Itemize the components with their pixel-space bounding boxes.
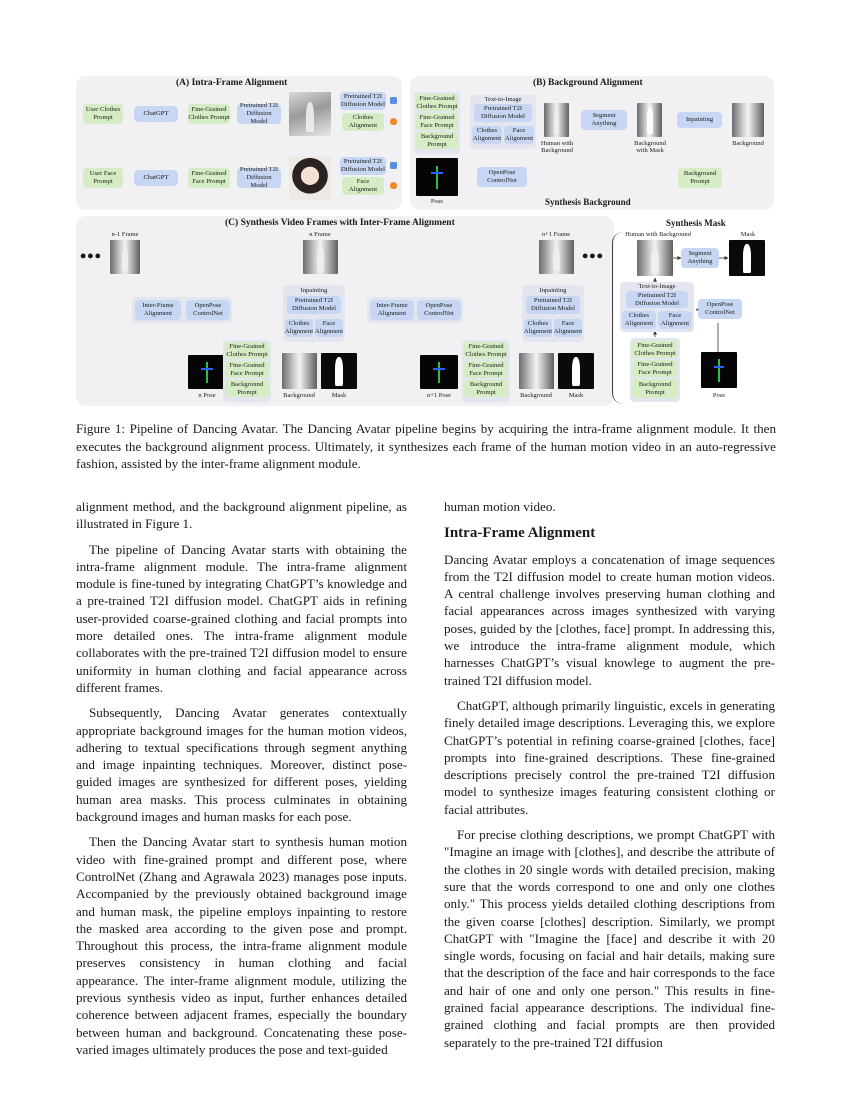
background-with-mask-label: Background with Mask	[634, 140, 666, 155]
fire-icon	[390, 118, 397, 125]
clothes-alignment-box-2: Clothes Alignment	[523, 320, 553, 335]
mask-image-2	[558, 353, 594, 389]
section-heading: Intra-Frame Alignment	[444, 525, 596, 542]
background-label: Background	[732, 140, 764, 147]
pose-label-2: Pose	[712, 392, 726, 399]
text-to-image-label: Text-to-Image	[484, 96, 522, 103]
n-minus-1-frame-label: n-1 Frame	[111, 231, 139, 238]
background-label-2: Background	[520, 392, 552, 399]
inpainting-box: Inpainting	[677, 112, 722, 128]
synthesis-background-label: Synthesis Background	[545, 197, 631, 207]
left-paragraph-0: alignment method, and the background alignment pipeline, as illustrated in Figure 1.	[76, 499, 407, 532]
right-paragraph-3: For precise clothing descriptions, we prompt ChatGPT with "Imagine an image with [clothes], and describe the attribute of the clothes in 20 single words with detailed precision, making sure that the words correspond to one and only one clothes only." This process yields detailed clothing descriptions from the given coarse [clothes] description. Similarly, we prompt ChatGPT with "Imagine the [face] and describe it with 20 single words, focusing on facial and hair details, making sure that the description of the face and hair corresponds to the face and hair of one and only one person." This results in fine-grained facial appearance descriptions. The individual fine-grained clothing and facial prompts are then provided separately to the pre-trained T2I diffusion	[444, 827, 775, 1050]
fine-face-prompt-box: Fine-Grained Face Prompt	[225, 361, 269, 378]
background-prompt-box: Background Prompt	[416, 132, 458, 149]
left-paragraph-1: The pipeline of Dancing Avatar starts with obtaining the intra-frame alignment module. The intra-frame alignment module is fine-tuned by integrating ChatGPT’s knowledge and a pre-trained T2I diffusion model. ChatGPT aids in refining user-provided coarse-grained clothing and facial prompts into more detailed ones. The intra-frame alignment module collaborates with the pre-trained T2I diffusion model to ensure uniformity in human clothing and facial appearance across different frames.	[76, 541, 407, 695]
background-prompt-box: Background Prompt	[225, 380, 269, 397]
pose-label: Pose	[430, 198, 444, 205]
face-alignment-box-3: Face Alignment	[658, 311, 692, 329]
background-image	[282, 353, 317, 389]
snowflake-icon	[390, 162, 397, 169]
pretrained-t2i-box: Pretrained T2I Diffusion Model	[237, 104, 281, 124]
openpose-controlnet-box: OpenPose ControlNet	[186, 300, 230, 320]
background-label: Background	[283, 392, 315, 399]
n-pose-image	[188, 355, 226, 389]
clothes-alignment-box: Clothes Alignment	[472, 127, 502, 142]
segment-anything-box: Segment Anything	[581, 110, 627, 130]
background-prompt-box-2: Background Prompt	[678, 168, 722, 188]
openpose-controlnet-box: OpenPose ControlNet	[477, 167, 527, 187]
fine-clothes-prompt-box-2: Fine-Grained Clothes Prompt	[465, 342, 507, 358]
face-alignment-box: Face Alignment	[504, 127, 534, 142]
pretrained-t2i-box: Pretrained T2I Diffusion Model	[474, 104, 532, 122]
fine-clothes-prompt-box: Fine-Grained Clothes Prompt	[188, 104, 230, 124]
mask-label: Mask	[331, 392, 347, 399]
human-with-background-image	[544, 103, 569, 137]
clothes-alignment-box-3: Clothes Alignment	[622, 311, 656, 329]
clothes-alignment-box: Clothes Alignment	[284, 320, 314, 335]
n-frame-image	[303, 240, 338, 274]
n-plus-1-pose-image	[420, 355, 458, 389]
clothes-samples-image	[289, 92, 331, 136]
face-alignment-box: Face Alignment	[342, 177, 384, 195]
face-alignment-box-2: Face Alignment	[553, 320, 583, 335]
n-minus-1-frame-image	[110, 240, 140, 274]
mask-label-2: Mask	[568, 392, 584, 399]
inpainting-label: Inpainting	[300, 287, 328, 294]
right-paragraph-1: Dancing Avatar employs a concatenation of image sequences from the T2I diffusion model to create human motion videos. A central challenge involves preserving human clothing and facial appearances across images synthesized with varying poses, guided by the [clothes, face] prompt. In addressing this, we introduce the intra-frame alignment module, which harnesses ChatGPT’s visual knowlege to augment the pre-trained T2I diffusion model.	[444, 551, 775, 688]
pipeline-figure	[0, 0, 850, 410]
background-image-2	[519, 353, 554, 389]
n-plus-1-pose-label: n+1 Pose	[426, 392, 452, 399]
background-prompt-box-3: Background Prompt	[632, 379, 678, 398]
clothes-alignment-box: Clothes Alignment	[342, 113, 384, 131]
chatgpt-box-2: ChatGPT	[134, 170, 178, 186]
human-with-background-image	[637, 240, 673, 276]
fine-face-prompt-box-2: Fine-Grained Face Prompt	[464, 361, 508, 378]
fine-face-prompt-box: Fine-Grained Face Prompt	[188, 168, 230, 188]
chatgpt-box: ChatGPT	[134, 106, 178, 122]
human-with-background-label: Human with Background	[625, 231, 691, 238]
left-paragraph-3: Then the Dancing Avatar start to synthesis human motion video with fine-grained prompt and different pose, where ControlNet (Zhang and Agrawala 2023) manages pose inputs. Accompanied by the previously obtained background image and human mask, the pipeline employs inpainting to restore the masked area according to the given pose and prompt. Throughout this process, the intra-frame alignment module preserves consistency in human clothing and facial appearance. The inter-frame alignment module, utilizing the previous synthesis video as input, further enhances detailed coherence between adjacent frames, especially the boundary between human and background. Concatenating these pose-varied images ultimately produces the pose and text-guided	[76, 834, 407, 1057]
synthesis-mask-title: Synthesis Mask	[666, 218, 726, 228]
pretrained-t2i-box: Pretrained T2I Diffusion Model	[287, 296, 341, 314]
left-column	[76, 498, 407, 1058]
fire-icon	[390, 182, 397, 189]
mask-output-image	[729, 240, 765, 276]
panel-c-title: (C) Synthesis Video Frames with Inter-Frame Alignment	[225, 218, 455, 228]
ellipsis-right: •••	[582, 246, 604, 266]
user-face-prompt-box: User Face Prompt	[83, 168, 123, 188]
right-paragraph-2: ChatGPT, although primarily linguistic, excels in generating finely detailed image descriptions. Leveraging this, we explore ChatGPT’s potential in refining coarse-grained [clothes, face] prompts into fine-grained descriptions. These fine-grained descriptions precisely control the pre-trained T2I diffusion model to synthesize images featuring consistent clothing or facial attributes.	[444, 697, 775, 817]
human-with-background-label: Human with Background	[540, 140, 574, 155]
n-plus-1-frame-label: n+1 Frame	[541, 231, 571, 238]
text-to-image-label-2: Text-to-Image	[638, 283, 676, 290]
background-prompt-box-2: Background Prompt	[464, 380, 508, 397]
pretrained-t2i-box-2: Pretrained T2I Diffusion Model	[526, 296, 580, 314]
openpose-controlnet-box-2: OpenPose ControlNet	[417, 300, 461, 320]
ellipsis-left: •••	[80, 246, 102, 266]
background-with-mask-image	[637, 103, 662, 137]
fine-clothes-prompt-box: Fine-Grained Clothes Prompt	[416, 94, 458, 110]
openpose-controlnet-box-3: OpenPose ControlNet	[698, 299, 742, 319]
panel-background-alignment	[410, 76, 774, 210]
fine-face-prompt-box-3: Fine-Grained Face Prompt	[632, 360, 678, 377]
inter-frame-alignment-box-2: Inter-Frame Alignment	[370, 300, 414, 320]
pretrained-t2i-box-2: Pretrained T2I Diffusion Model	[237, 168, 281, 188]
mask-label-3: Mask	[740, 231, 756, 238]
fine-face-prompt-box: Fine-Grained Face Prompt	[416, 113, 458, 130]
snowflake-icon	[390, 97, 397, 104]
pretrained-t2i-box-b2: Pretrained T2I Diffusion Model	[340, 158, 386, 173]
n-plus-1-frame-image	[539, 240, 574, 274]
background-image	[732, 103, 764, 137]
figure-caption: Figure 1: Pipeline of Dancing Avatar. The Dancing Avatar pipeline begins by acquiring the intra-frame alignment module. It then executes the background alignment process. Ultimately, it synthesizes each frame of the human motion video in an auto-regressive fashion, assisted by the inter-frame alignment module.	[76, 421, 776, 471]
n-pose-label: n Pose	[198, 392, 216, 399]
inpainting-label-2: Inpainting	[539, 287, 567, 294]
fine-clothes-prompt-box-3: Fine-Grained Clothes Prompt	[632, 341, 678, 358]
inter-frame-alignment-box: Inter-Frame Alignment	[135, 300, 181, 320]
face-samples-image	[289, 156, 331, 200]
segment-anything-box: Segment Anything	[681, 248, 719, 268]
face-alignment-box: Face Alignment	[314, 320, 344, 335]
panel-a-title: (A) Intra-Frame Alignment	[176, 78, 288, 88]
user-clothes-prompt-box: User Clothes Prompt	[83, 104, 123, 124]
pose-image	[416, 158, 458, 196]
pretrained-t2i-box-b: Pretrained T2I Diffusion Model	[340, 93, 386, 108]
fine-clothes-prompt-box: Fine-Grained Clothes Prompt	[226, 342, 268, 358]
pretrained-t2i-box-3: Pretrained T2I Diffusion Model	[626, 291, 688, 308]
right-column	[444, 498, 775, 1051]
n-frame-label: n Frame	[309, 231, 331, 238]
left-paragraph-2: Subsequently, Dancing Avatar generates contextually appropriate background images for the human motion videos, adhering to textual specifications through segment anything and image inpainting techniques. Moreover, distinct pose-guided images are synthesized for different poses, yielding human area masks. This process culminates in obtaining background images and human masks for each pose.	[76, 705, 407, 825]
pose-image-2	[701, 352, 737, 388]
mask-image	[321, 353, 357, 389]
right-paragraph-0: human motion video.	[444, 499, 556, 514]
panel-b-title: (B) Background Alignment	[533, 78, 643, 88]
